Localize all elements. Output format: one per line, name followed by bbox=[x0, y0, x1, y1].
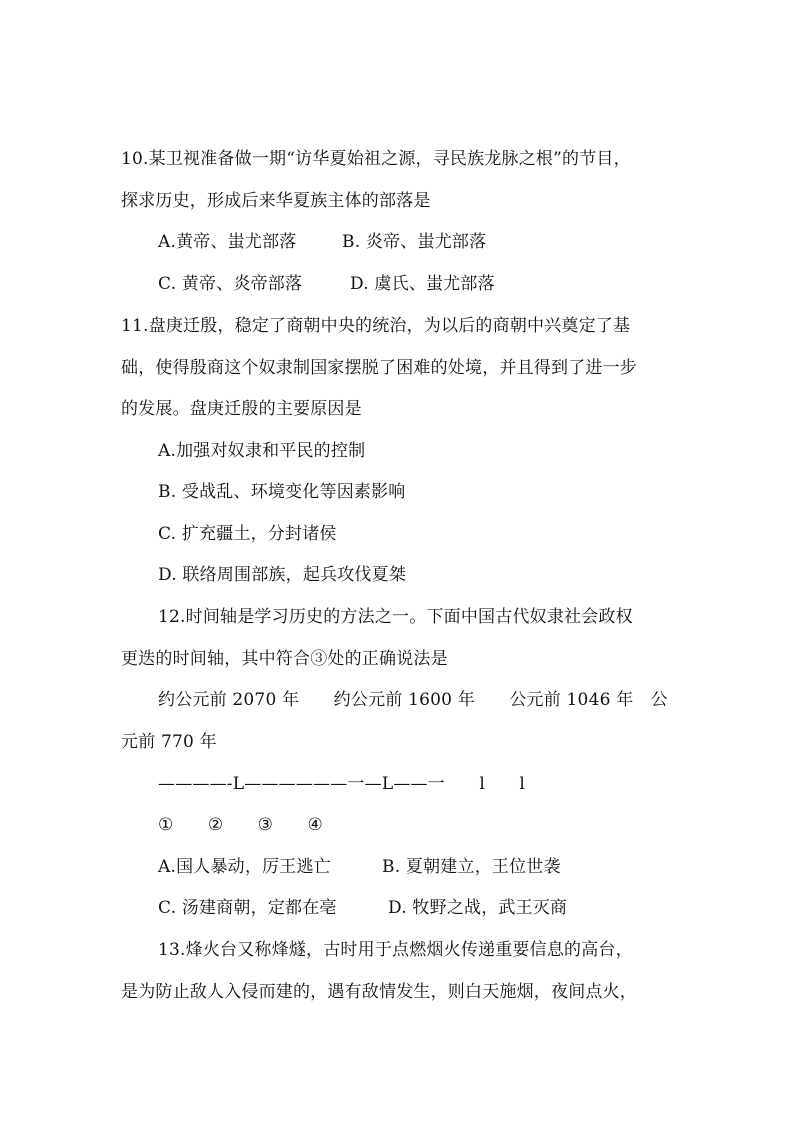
q12-option-b: B. 夏朝建立，王位世袭 bbox=[382, 857, 561, 877]
q11-stem-line-3: 的发展。盘庚迁殷的主要原因是 bbox=[121, 399, 362, 419]
q13-stem-line-1: 13.烽火台又称烽燧，古时用于点燃烟火传递重要信息的高台， bbox=[158, 940, 633, 960]
q13-stem-line-2: 是为防止敌人入侵而建的，遇有敌情发生，则白天施烟，夜间点火， bbox=[121, 982, 637, 1002]
q12-stem-line-1: 12.时间轴是学习历史的方法之一。下面中国古代奴隶社会政权 bbox=[158, 607, 633, 627]
q10-stem-line-2: 探求历史，形成后来华夏族主体的部落是 bbox=[121, 191, 431, 211]
q12-timeline-dates-line-1: 约公元前 2070 年 约公元前 1600 年 公元前 1046 年 公 bbox=[158, 690, 668, 710]
q12-option-c: C. 汤建商朝，定都在亳 bbox=[158, 898, 337, 918]
q12-option-d: D. 牧野之战，武王灭商 bbox=[388, 898, 568, 918]
q11-stem-line-1: 11.盘庚迁殷，稳定了商朝中央的统治，为以后的商朝中兴奠定了基 bbox=[121, 316, 631, 336]
q10-option-b: B. 炎帝、蚩尤部落 bbox=[342, 232, 487, 252]
q12-timeline-axis: ————-L——————一—L——一 l l bbox=[158, 774, 525, 794]
q11-option-b: B. 受战乱、环境变化等因素影响 bbox=[158, 482, 406, 502]
q10-option-c: C. 黄帝、炎帝部落 bbox=[158, 274, 303, 294]
q10-stem-line-1: 10.某卫视准备做一期“访华夏始祖之源，寻民族龙脉之根”的节目， bbox=[121, 149, 631, 169]
q12-timeline-dates-line-2: 元前 770 年 bbox=[121, 732, 217, 752]
q12-option-a: A.国人暴动，厉王逃亡 bbox=[158, 857, 331, 877]
q11-option-d: D. 联络周围部族，起兵攻伐夏桀 bbox=[158, 565, 407, 585]
q12-stem-line-2: 更迭的时间轴，其中符合③处的正确说法是 bbox=[121, 649, 448, 669]
q10-option-d: D. 虞氏、蚩尤部落 bbox=[350, 274, 495, 294]
q11-option-a: A.加强对奴隶和平民的控制 bbox=[158, 441, 366, 461]
q12-timeline-marks: ① ② ③ ④ bbox=[158, 815, 323, 835]
q10-option-a: A.黄帝、蚩尤部落 bbox=[158, 232, 297, 252]
q11-stem-line-2: 础，使得殷商这个奴隶制国家摆脱了困难的处境，并且得到了进一步 bbox=[121, 358, 637, 378]
q11-option-c: C. 扩充疆土，分封诸侯 bbox=[158, 524, 337, 544]
